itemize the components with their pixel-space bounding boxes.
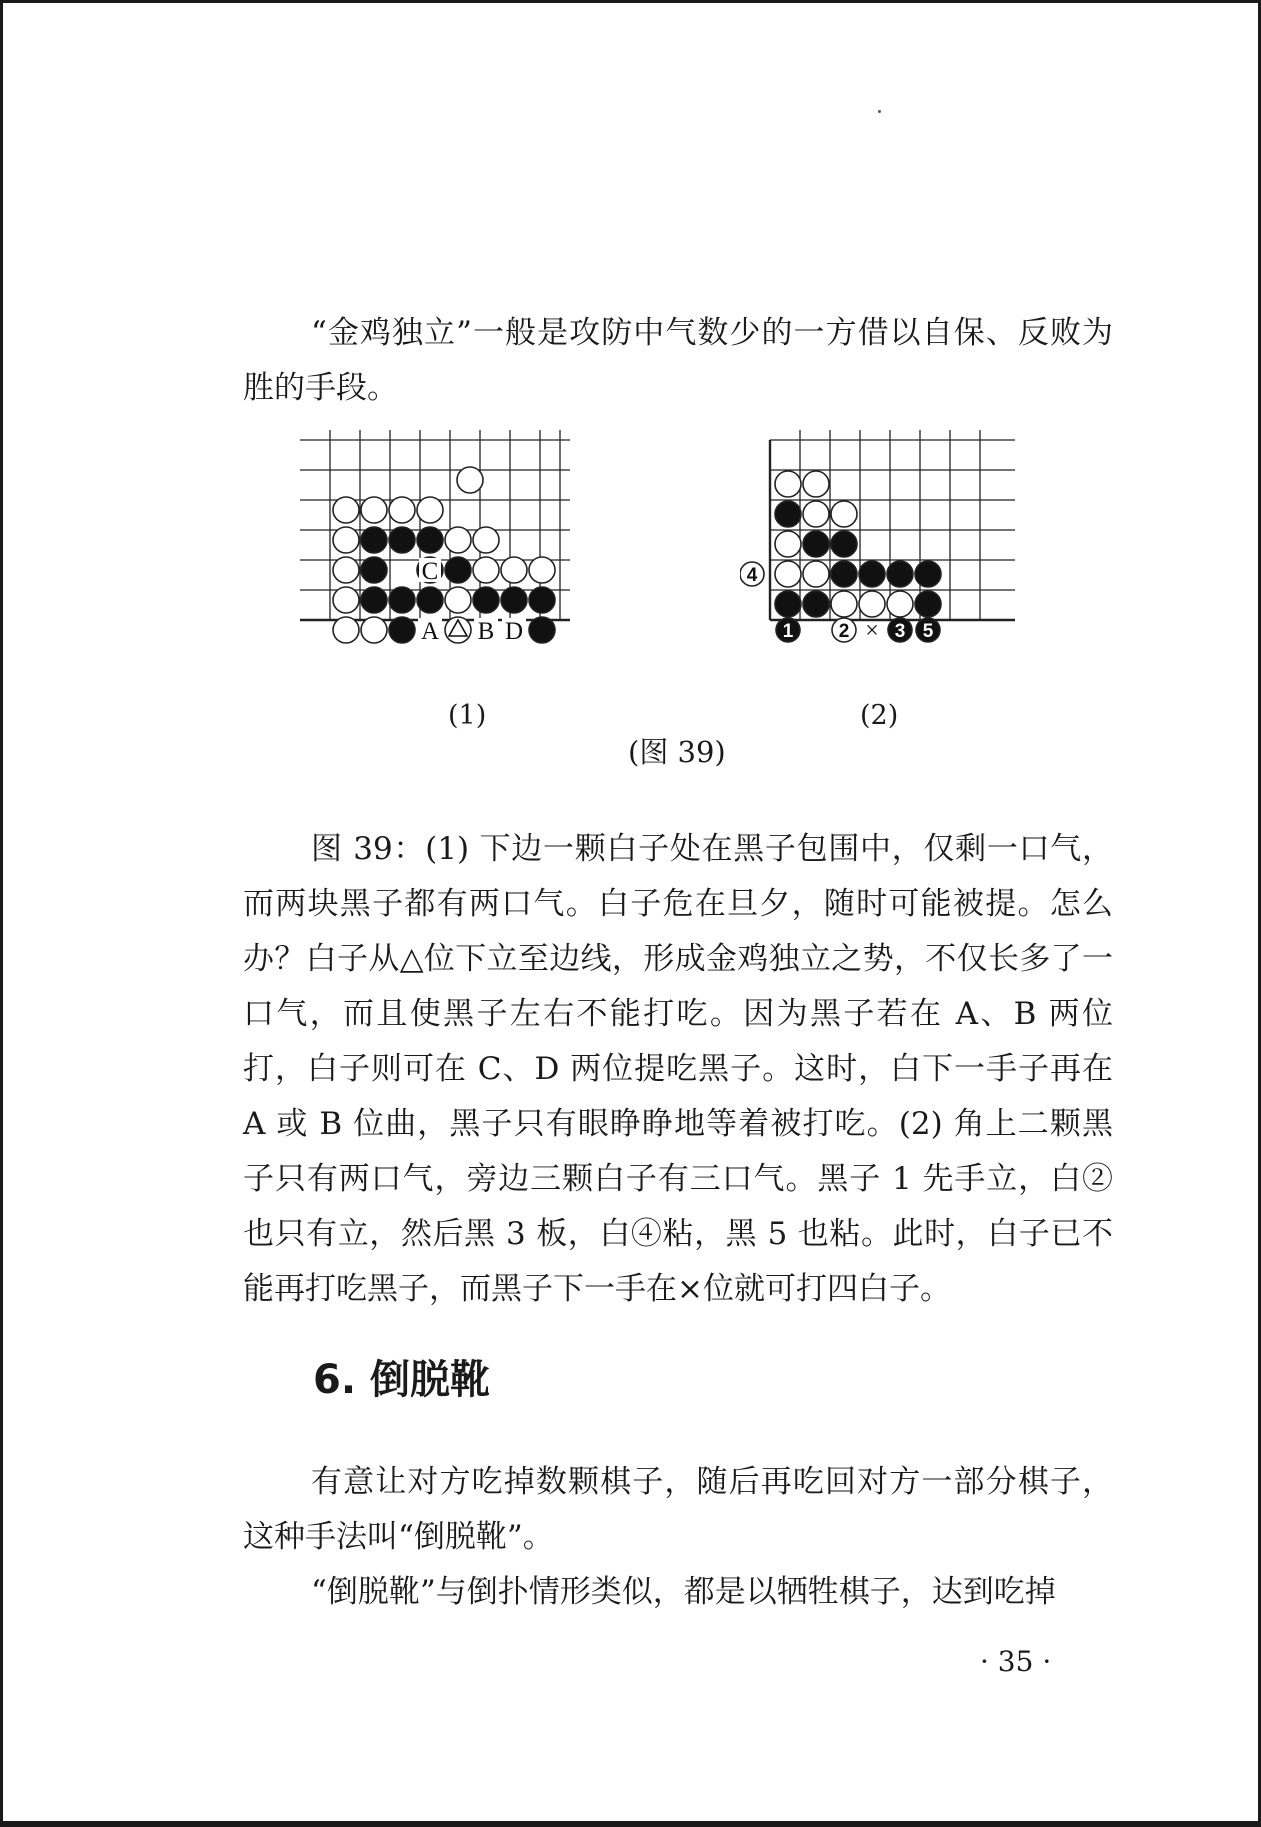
scan-speck [878, 110, 881, 113]
move-5: 5 [922, 621, 934, 642]
section-heading: 6. 倒脱靴 [313, 1357, 490, 1403]
section-paragraph-1: 有意让对方吃掉数颗棋子，随后再吃回对方一部分棋子，这种手法叫“倒脱靴”。 [243, 1464, 1113, 1555]
mark-b: B [477, 618, 495, 645]
move-2: 2 [838, 621, 850, 642]
move-4: 4 [746, 565, 758, 586]
explanation-paragraph: 图 39：(1) 下边一颗白子处在黑子包围中，仅剩一口气，而两块黑子都有两口气。白子危在旦夕，随时可能被提。怎么办？白子从△位下立至边线，形成金鸡独立之势，不仅长多了一口气，而且使黑子左右不能打吃。因为黑子若在 A、B 两位打，白子则可在 C、D 两位提吃黑子。这时，白下一手子再在 A 或 B 位曲，黑子只有眼睁睁地等着被打吃。(2) 角上二颗黑子只有两口气，旁边三颗白子有三口气。黑子 1 先手立，白②也只有立，然后黑 3 板，白④粘，黑 5 也粘。此时，白子已不能再打吃黑子，而黑子下一手在×位就可打四白子。 [243, 831, 1113, 1307]
cross-mark: × [865, 618, 879, 644]
explanation-text [243, 822, 1113, 1317]
diagram-2-label: (2) [860, 700, 899, 731]
figure-caption: (图 39) [628, 735, 726, 769]
diagram-1-label: (1) [448, 700, 487, 731]
section-paragraph-2: “倒脱靴”与倒扑情形类似，都是以牺牲棋子，达到吃掉 [311, 1574, 1056, 1610]
page-number: · 35 · [980, 1645, 1052, 1678]
move-1: 1 [782, 621, 794, 642]
intro-text [243, 306, 1113, 416]
go-diagram-1 [290, 430, 590, 650]
section-text [243, 1455, 1113, 1620]
go-diagram-2 [740, 430, 1030, 650]
mark-d: D [504, 618, 524, 645]
mark-c: C [421, 558, 439, 585]
move-3: 3 [894, 621, 906, 642]
intro-paragraph: “金鸡独立”一般是攻防中气数少的一方借以自保、反败为胜的手段。 [243, 315, 1113, 406]
mark-a: A [420, 618, 440, 645]
